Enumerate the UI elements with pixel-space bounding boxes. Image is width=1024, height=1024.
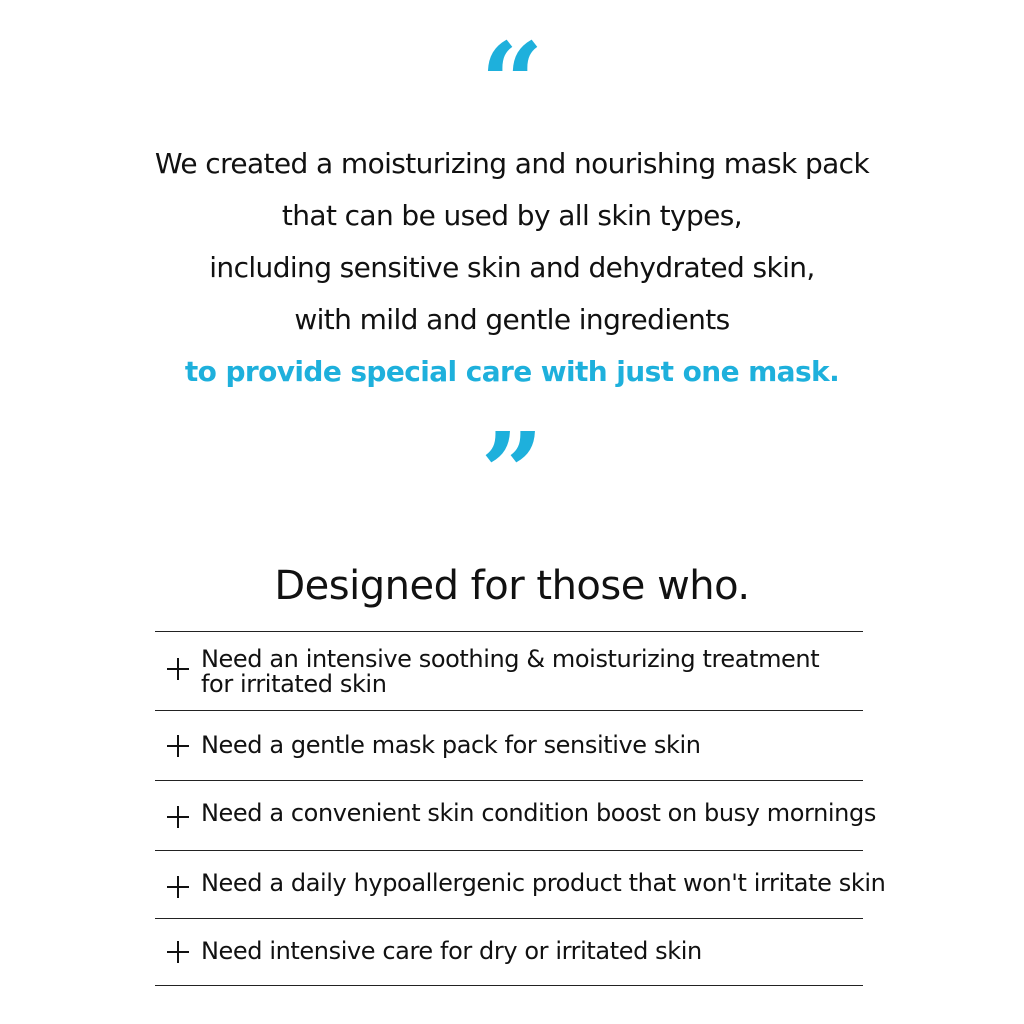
plus-icon [167, 658, 189, 680]
list-item-text: Need a daily hypoallergenic product that won't irritate skin [201, 869, 886, 897]
plus-icon [167, 806, 189, 828]
list-item [155, 851, 886, 919]
plus-icon [167, 876, 189, 898]
list-item-line: Need an intensive soothing & moisturizing treatment [201, 645, 820, 673]
quote-line: We created a moisturizing and nourishing mask pack [154, 147, 870, 180]
quote-line: including sensitive skin and dehydrated skin, [209, 251, 815, 284]
benefit-list [155, 631, 886, 986]
list-item-text: Need a convenient skin condition boost on busy mornings [201, 799, 876, 827]
list-item [155, 711, 863, 781]
quote-highlight: to provide special care with just one mask. [184, 355, 840, 388]
list-item [155, 919, 863, 986]
list-item-text [201, 647, 819, 697]
list-item-text: Need intensive care for dry or irritated skin [201, 937, 702, 965]
quote-line: that can be used by all skin types, [281, 199, 743, 232]
open-quote-icon: “ [480, 18, 544, 147]
list-item [155, 632, 863, 711]
close-quote-icon: ” [480, 408, 544, 537]
quote-block [0, 138, 1024, 398]
list-item-line: for irritated skin [201, 670, 387, 698]
plus-icon [167, 735, 189, 757]
plus-icon [167, 941, 189, 963]
quote-line: with mild and gentle ingredients [294, 303, 730, 336]
list-item [155, 781, 876, 851]
list-item-text: Need a gentle mask pack for sensitive skin [201, 731, 701, 759]
section-title: Designed for those who. [274, 563, 750, 609]
